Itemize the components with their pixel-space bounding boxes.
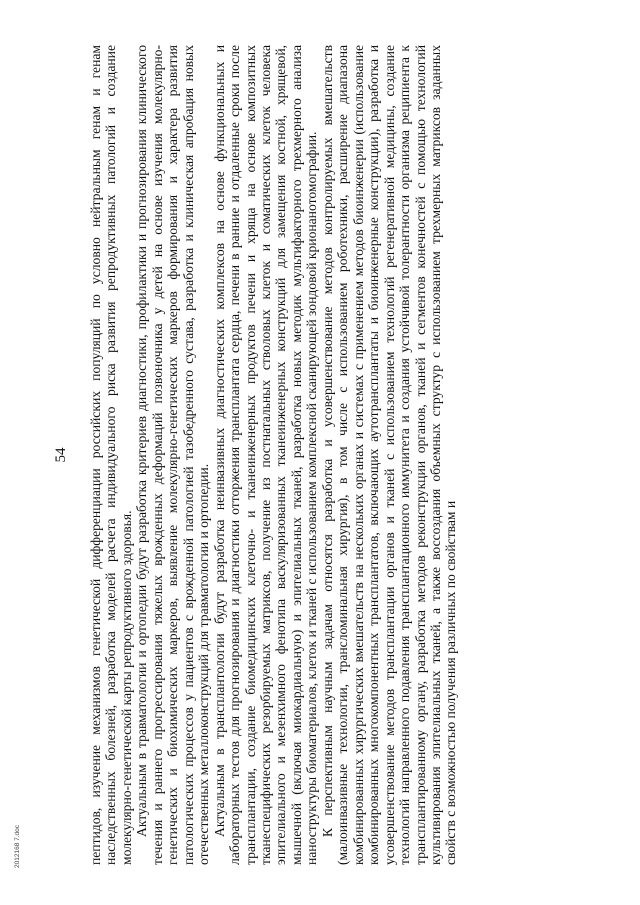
page-number: 54 xyxy=(53,447,69,463)
rotated-page-content xyxy=(52,45,582,865)
paragraph-perspective-tasks: К перспективным научным задачам относятся разработка и усовершенствование методов контролируемых вмешательств (малоинвазивные технологии, трансломинальная хирургия), в том числе с использованием роботехники, расширение диапазона комбинированных хирургических вмешательств на нескольких органах и системах с применением методов биоинженерии (использование комбинированных многокомпонентных трансплантатов, включающих аутотрансплантаты и биоинженерные конструкции), разработка и усовершенствование методов трансплантации органов и тканей с использованием технологий регенеративной медицины, создание технологий направленного подавления трансплантационного иммунитета и создания устойчивой толерантности организма реципиента к трансплантированному органу, разработка методов реконструкции органов, тканей и сегментов конечностей с помощью технологий культивирования эпителиальных тканей, а также воссоздания объемных структур с использованием трехмерных матриксов заданных свойств с возможностью получения различных по свойствам и xyxy=(319,45,459,865)
paragraph-transplantology: Актуальным в трансплантологии будут разработка неинвазивных диагностических комплексов на основе функциональных и лабораторных тестов для прогнозирования и диагностики отторжения трансплантата сердца, печени в ранние и отдаленные сроки после трансплантации, создание биомедицинских клеточно- и тканеинженерных продуктов печени и хряща на основе композитных тканеспецифических резорбируемых матриксов, получение из постнатальных стволовых клеток и соматических клеток человека эпителиального и мезенхимного фенотипа васкуляризованных тканеинженерных конструкций для замещения костной, хрящевой, мышечной (включая миокардиальную) и эпителиальных тканей, разработка новых методик мультифакторного трехмерного анализа наноструктуры биоматериалов, клеток и тканей с использованием комплексной сканирующей зондовой крионанотомографии. xyxy=(211,45,320,865)
file-footer xyxy=(14,824,44,888)
file-name: 2012168 7.doc xyxy=(14,824,21,868)
paragraph-traumatology: Актуальным в травматологии и ортопедии будут разработка критериев диагностики, профилактики и прогнозирования клинического течения и раннего прогрессирования тяжелых врожденных деформаций позвоночника у детей на основе изучения молекулярно-генетических и биохимических маркеров, выявление молекулярно-генетических маркеров формирования и характера развития патологических процессов у пациентов с врожденной патологией тазобедренного сустава, разработка и клиническая апробация новых отечественных металлоконструкций для травматологии и ортопедии. xyxy=(134,45,212,865)
paragraph-genetics: пептидов, изучение механизмов генетической дифференциации российских популяций по условно нейтральным генам и генам наследственных болезней, разработка моделей расчета индивидуального риска развития репродуктивных патологий и создание молекулярно-генетической карты репродуктивного здоровья. xyxy=(88,45,134,865)
